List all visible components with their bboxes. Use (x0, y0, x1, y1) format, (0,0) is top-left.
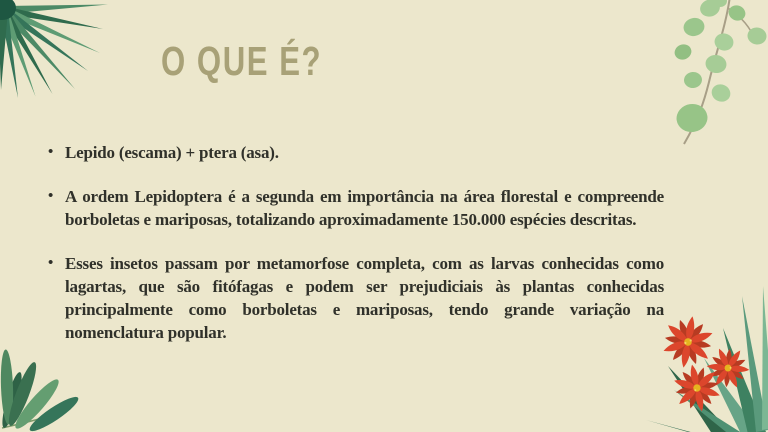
bullet-list (46, 141, 664, 344)
bullet-item-3: • Esses insetos passam por metamorfose completa, com as larvas conhecidas como lagartas, que são fitófagas e podem ser prejudiciais às plantas conhecidas principalmente como borboletas e mariposas, tendo grande variação na nomenclatura popular. (46, 252, 664, 344)
slide-title: O QUE É? (161, 38, 323, 84)
bullet-item-1: • Lepido (escama) + ptera (asa). (46, 141, 664, 164)
bullet-item-2: • A ordem Lepidoptera é a segunda em importância na área florestal e compreende borboletas e mariposas, totalizando aproximadamente 150.000 espécies descritas. (46, 185, 664, 231)
palm-frond-decoration (0, 0, 122, 102)
eucalyptus-branch-decoration (636, 0, 768, 148)
